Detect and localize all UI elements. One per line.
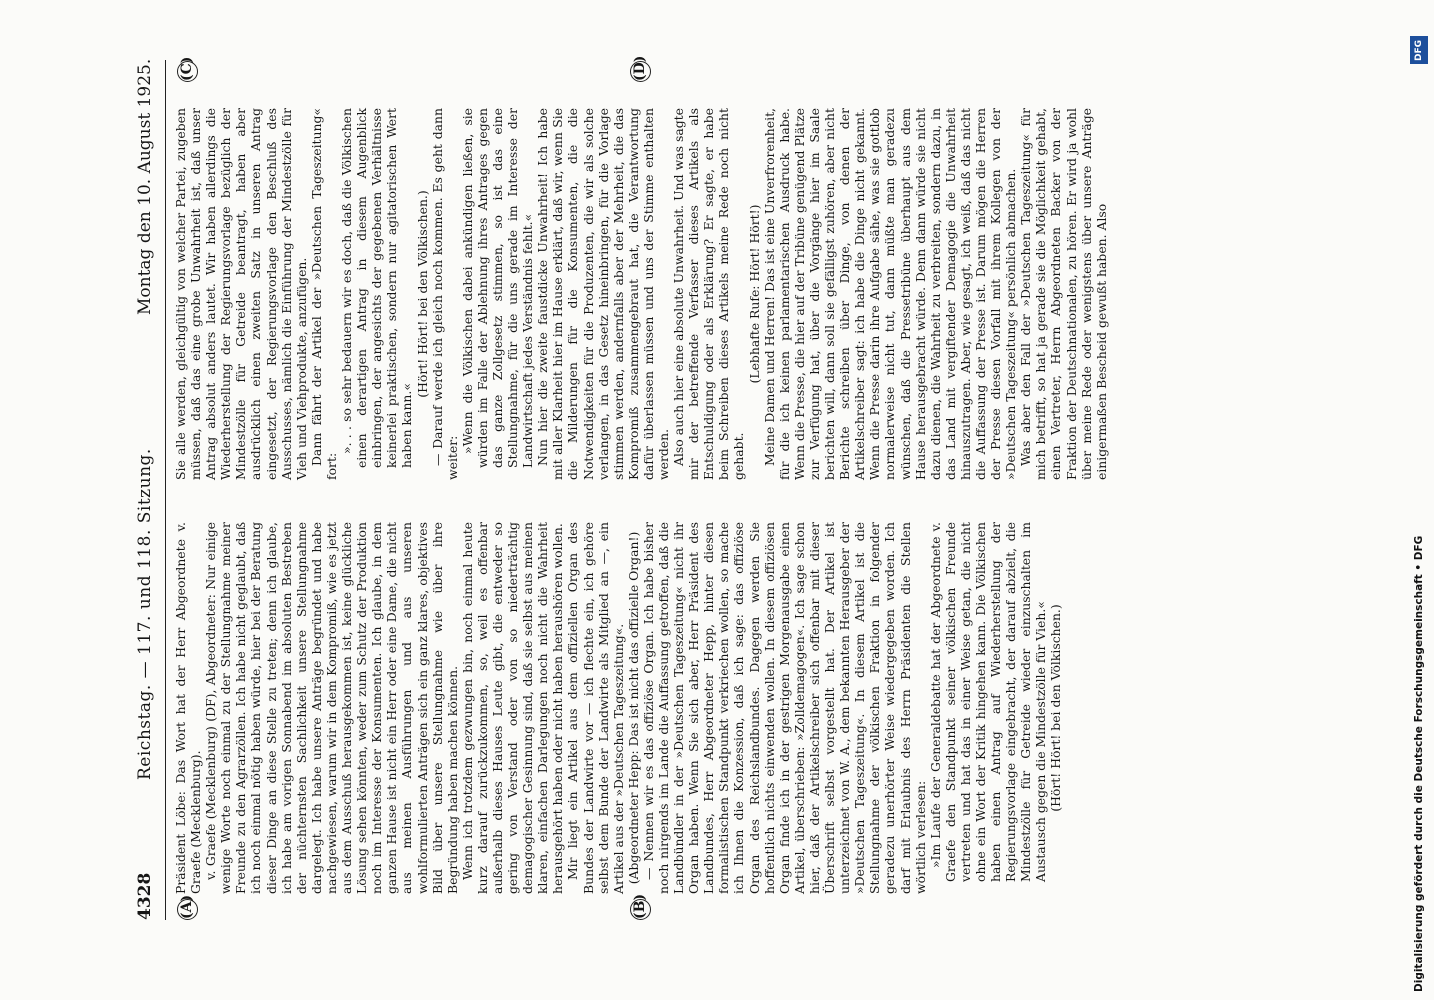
funding-notice: Digitalisierung gefördert durch die Deutsche Forschungsgemeinschaft • DFG (1413, 535, 1425, 992)
quotation: ». . . so sehr bedauern wir es doch, daß die Völkischen einen derartigen Antrag in diesem Augenblick einbringen, der angesichts der gegebenen Verhältnisse keinerlei praktischen, sondern nur agitatorischen Wert haben kann.« (339, 108, 415, 468)
paragraph: Sie alle werden, gleichgültig von welcher Partei, zugeben müssen, daß das eine grobe Unwahrheit ist, daß unser Antrag absolut anders lautet. Wir haben allerdings die Wiederherstellung der Regierungsvorlage bezüglich der Mindestzölle für Getreide beantragt, haben aber ausdrücklich einen zweiten Satz in unseren Antrag eingesetzt, der Regierungsvorlage den Beschluß des Ausschusses, nämlich die Einführung der Mindestzölle für Vieh und Viehprodukte, anzufügen. (173, 108, 309, 480)
paragraph: Dann fährt der Artikel der »Deutschen Tageszeitung« fort: (308, 108, 339, 480)
paragraph: Präsident Löbe: Das Wort hat der Herr Abgeordnete v. Graefe (Mecklenburg). (173, 522, 204, 894)
page-number: 4328 (135, 872, 155, 920)
paragraph: Mir liegt ein Artikel aus dem offiziellen Organ des Bundes der Landwirte vor — ich flechte ein, ich gehöre selbst dem Bunde der Landwirte als Mitglied an —, ein Artikel aus der »Deutschen Tageszeitung«. (565, 522, 626, 894)
paragraph: Also auch hier eine absolute Unwahrheit. Und was sagte mir der betreffende Verfasser dieses Artikels als Entschuldigung oder als Erklärung? Er sagte, er habe beim Schreiben dieses Artikels meine Rede noch nicht gehabt. (671, 108, 747, 480)
paragraph: Nun hier die zweite faustdicke Unwahrheit! Ich habe mit aller Klarheit hier im Hause erklärt, daß wir, wenn Sie die Milderungen für die Konsumenten, die die Notwendigkeiten für die Produzenten, die wir als solche verlangen, in das Gesetz hineinbringen, für die Vorlage stimmen werden, andernfalls aber der Mehrheit, die das Kompromiß zusammengebraut hat, die Verantwortung dafür überlassen müssen und uns der Stimme enthalten werden. (535, 108, 671, 480)
quotation: »Wenn die Völkischen dabei ankündigen ließen, sie würden im Falle der Ablehnung ihres Antrages gegen das ganze Zollgesetz stimmen, so ist das eine Stellungnahme, für die uns gerade im Interesse der Landwirtschaft jedes Verständnis fehlt.« (459, 108, 536, 468)
right-column (173, 108, 1109, 480)
margin-marker-d: (D) (630, 61, 651, 82)
paragraph: Was aber den Fall der »Deutschen Tageszeitung« für mich betrifft, so hat ja gerade sie die Möglichkeit gehabt, einen Vertreter, Herrn Abgeordneten Backer von der Fraktion der Deutschnationalen, zu hören. Er wird ja wohl über meine Rede oder wenigstens über unsere Anträge einigermaßen Bescheid gewußt haben. Also (1018, 108, 1109, 480)
paragraph: — Darauf werde ich gleich noch kommen. Es geht dann weiter: (429, 108, 460, 480)
paragraph: v. Graefe (Mecklenburg) (DF), Abgeordneter: Nur einige wenige Worte noch einmal zu der Stellungnahme meiner Freunde zu den Agrarzöllen. Ich habe nicht geglaubt, daß ich noch einmal nötig haben würde, hier bei der Beratung dieser Dinge an diese Stelle zu treten; denn ich glaube, ich habe am vorigen Sonnabend im absoluten Bestreben der nüchternsten Sachlichkeit unsere Stellungnahme dargelegt. Ich habe unsere Anträge begründet und habe nachgewiesen, warum wir in dem Kompromiß, wie es jetzt aus dem Ausschuß herausgekommen ist, keine glückliche Lösung sehen könnten, weder zum Schutz der Produktion noch im Interesse der Konsumenten. Ich glaube, in dem ganzen Hause ist nicht ein Herr oder eine Dame, die nicht aus meinen Ausführungen und aus unseren wohlformulierten Anträgen sich ein ganz klares, objektives Bild über unsere Stellungnahme wie über ihre Begründung haben machen können. (203, 522, 460, 894)
paragraph: Meine Damen und Herren! Das ist eine Unverfrorenheit, für die ich keinen parlamentarischen Ausdruck habe. Wenn die Presse, die hier auf der Tribüne genügend Plätze zur Verfügung hat, über die Vorgänge hier im Saale berichten will, dann soll sie gefälligst zuhören, aber nicht Berichte schreiben über Dinge, von denen der Artikelschreiber sagt: ich habe die Dinge nicht gekannt. Wenn die Presse darin ihre Aufgabe sähe, was sie gottlob normalerweise nicht tut, dann müßte man geradezu wünschen, daß die Pressetribüne überhaupt aus dem Hause herausgebracht würde. Denn dann würde sie nicht dazu dienen, die Wahrheit zu verbreiten, sondern dazu, in das Land mit vergiftender Demagogie die Unwahrheit hinauszutragen. Aber, wie gesagt, ich weiß, daß das nicht die Auffassung der Presse ist. Darum mögen die Herren der Presse diesen Vorfall mit ihrem Kollegen von der »Deutschen Tageszeitung« persönlich abmachen. (761, 108, 1019, 480)
session-title: Reichstag. — 117. und 118. Sitzung. (135, 448, 155, 780)
left-column (173, 522, 1064, 894)
session-date: Montag den 10. August 1925. (135, 58, 155, 315)
margin-marker-b: (B) (630, 899, 651, 920)
margin-marker-a: (A) (177, 899, 198, 920)
interjection: (Hört! Hört! bei den Völkischen.) (1048, 604, 1064, 812)
quotation: »Im Laufe der Generaldebatte hat der Abgeordnete v. Graefe den Standpunkt seiner völkischen Freunde vertreten und hat das in einer Weise getan, die nicht ohne ein Wort der Kritik hingehen kann. Die Völkischen haben einen Antrag auf Wiederherstellung der Regierungsvorlage eingebracht, der darauf abzielt, die Mindestzölle für Getreide wieder einzuschalten im Austausch gegen die Mindestzölle für Vieh.« (927, 522, 1049, 882)
paragraph: — Nennen wir es das offiziöse Organ. Ich habe bisher noch nirgends im Lande die Auffassung getroffen, daß die Landbündler in der »Deutschen Tageszeitung« nicht ihr Organ haben. Wenn Sie sich aber, Herr Präsident des Landbundes, Herr Abgeordneter Hepp, hinter diesen formalistischen Standpunkt verkriechen wollen, so mache ich Ihnen die Konzession, daß ich sage: das offiziöse Organ des Reichslandbundes. Dagegen werden Sie hoffentlich nichts einwenden wollen. In diesem offiziösen Organ finde ich in der gestrigen Morgenausgabe einen Artikel, überschrieben: »Zolldemagogen«. Ich sage schon hier, daß der Artikelschreiber sich offenbar mit dieser Überschrift selbst vorgestellt hat. Der Artikel ist unterzeichnet von W. A., dem bekannten Herausgeber der »Deutschen Tageszeitung«. In diesem Artikel ist die Stellungnahme der völkischen Fraktion in folgender geradezu unerhörter Weise wiedergegeben worden. Ich darf mit Erlaubnis des Herrn Präsidenten die Stellen wörtlich verlesen: (640, 522, 928, 894)
margin-marker-c: (C) (177, 61, 198, 82)
paragraph: Wenn ich trotzdem gezwungen bin, noch einmal heute kurz darauf zurückzukommen, so, weil es offenbar außerhalb dieses Hauses Leute gibt, die entweder so gering von Verstand oder von so niederträchtig demagogischer Gesinnung sind, daß sie selbst aus meinen klaren, einfachen Darlegungen noch nicht die Wahrheit herausgehört haben oder nicht haben heraushören wollen. (459, 522, 566, 894)
interjection: (Hört! Hört! bei den Völkischen.) (414, 190, 430, 398)
page-header (125, 60, 166, 920)
interjection: (Lebhafte Rufe: Hört! Hört!) (746, 204, 762, 384)
rotated-newspaper-page (125, 55, 1415, 920)
interjection: (Abgeordneter Hepp: Das ist nicht das offizielle Organ!) (625, 531, 641, 885)
dfg-logo: DFG (1410, 36, 1428, 64)
